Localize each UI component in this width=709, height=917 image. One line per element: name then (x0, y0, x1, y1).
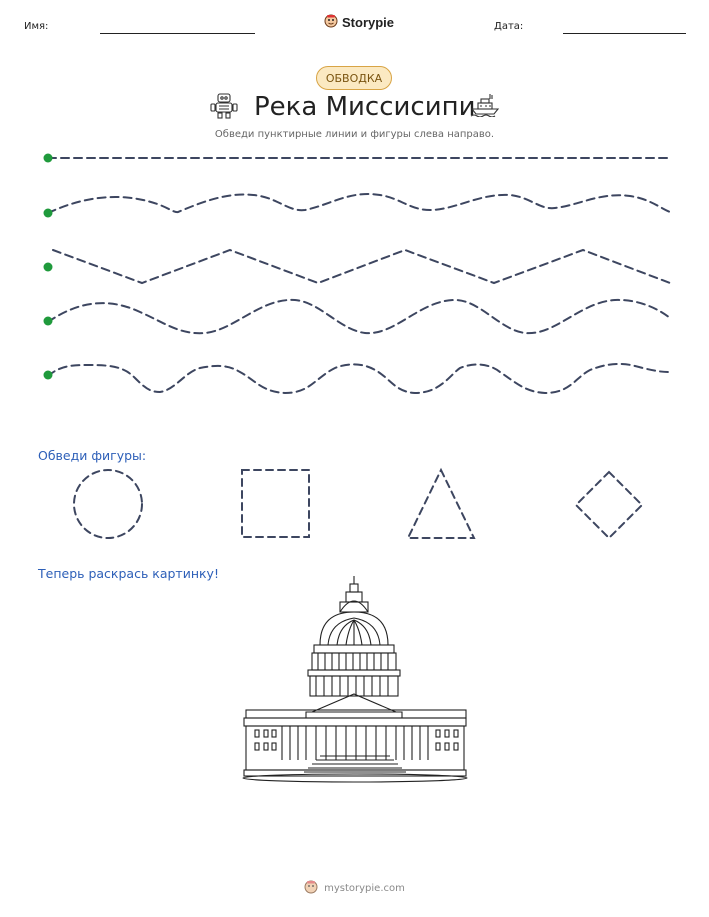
activity-badge: ОБВОДКА (316, 66, 392, 90)
name-label: Имя: (24, 21, 49, 32)
steamboat-icon (470, 93, 500, 121)
brand-logo (324, 14, 394, 31)
shape-square[interactable] (242, 470, 309, 537)
start-dot-3 (44, 263, 53, 272)
date-label: Дата: (494, 21, 524, 32)
shape-circle[interactable] (74, 470, 142, 538)
footer-url[interactable]: mystorypie.com (324, 883, 405, 894)
name-field[interactable] (100, 33, 255, 34)
start-dot-2 (44, 209, 53, 218)
page-title: Река Миссисипи (254, 92, 476, 122)
tracing-line-bumpy-wave[interactable] (48, 364, 668, 393)
shape-diamond[interactable] (576, 472, 642, 538)
tracing-line-smooth-wave[interactable] (48, 194, 670, 213)
storypie-footer-icon (304, 880, 318, 897)
tracing-line-zigzag[interactable] (53, 250, 670, 283)
start-dot-4 (44, 317, 53, 326)
coloring-heading: Теперь раскрась картинку! (38, 566, 219, 581)
tracing-line-big-wave[interactable] (48, 300, 670, 333)
shape-triangle[interactable] (408, 470, 474, 538)
storypie-logo-icon (324, 14, 338, 31)
brand-name: Storypie (342, 15, 395, 30)
start-dot-1 (44, 154, 53, 163)
footer (0, 880, 709, 897)
date-field[interactable] (563, 33, 686, 34)
robot-icon (208, 93, 240, 123)
instructions: Обведи пунктирные линии и фигуры слева направо. (214, 129, 495, 140)
shapes-heading: Обведи фигуры: (38, 448, 147, 463)
start-dot-5 (44, 371, 53, 380)
